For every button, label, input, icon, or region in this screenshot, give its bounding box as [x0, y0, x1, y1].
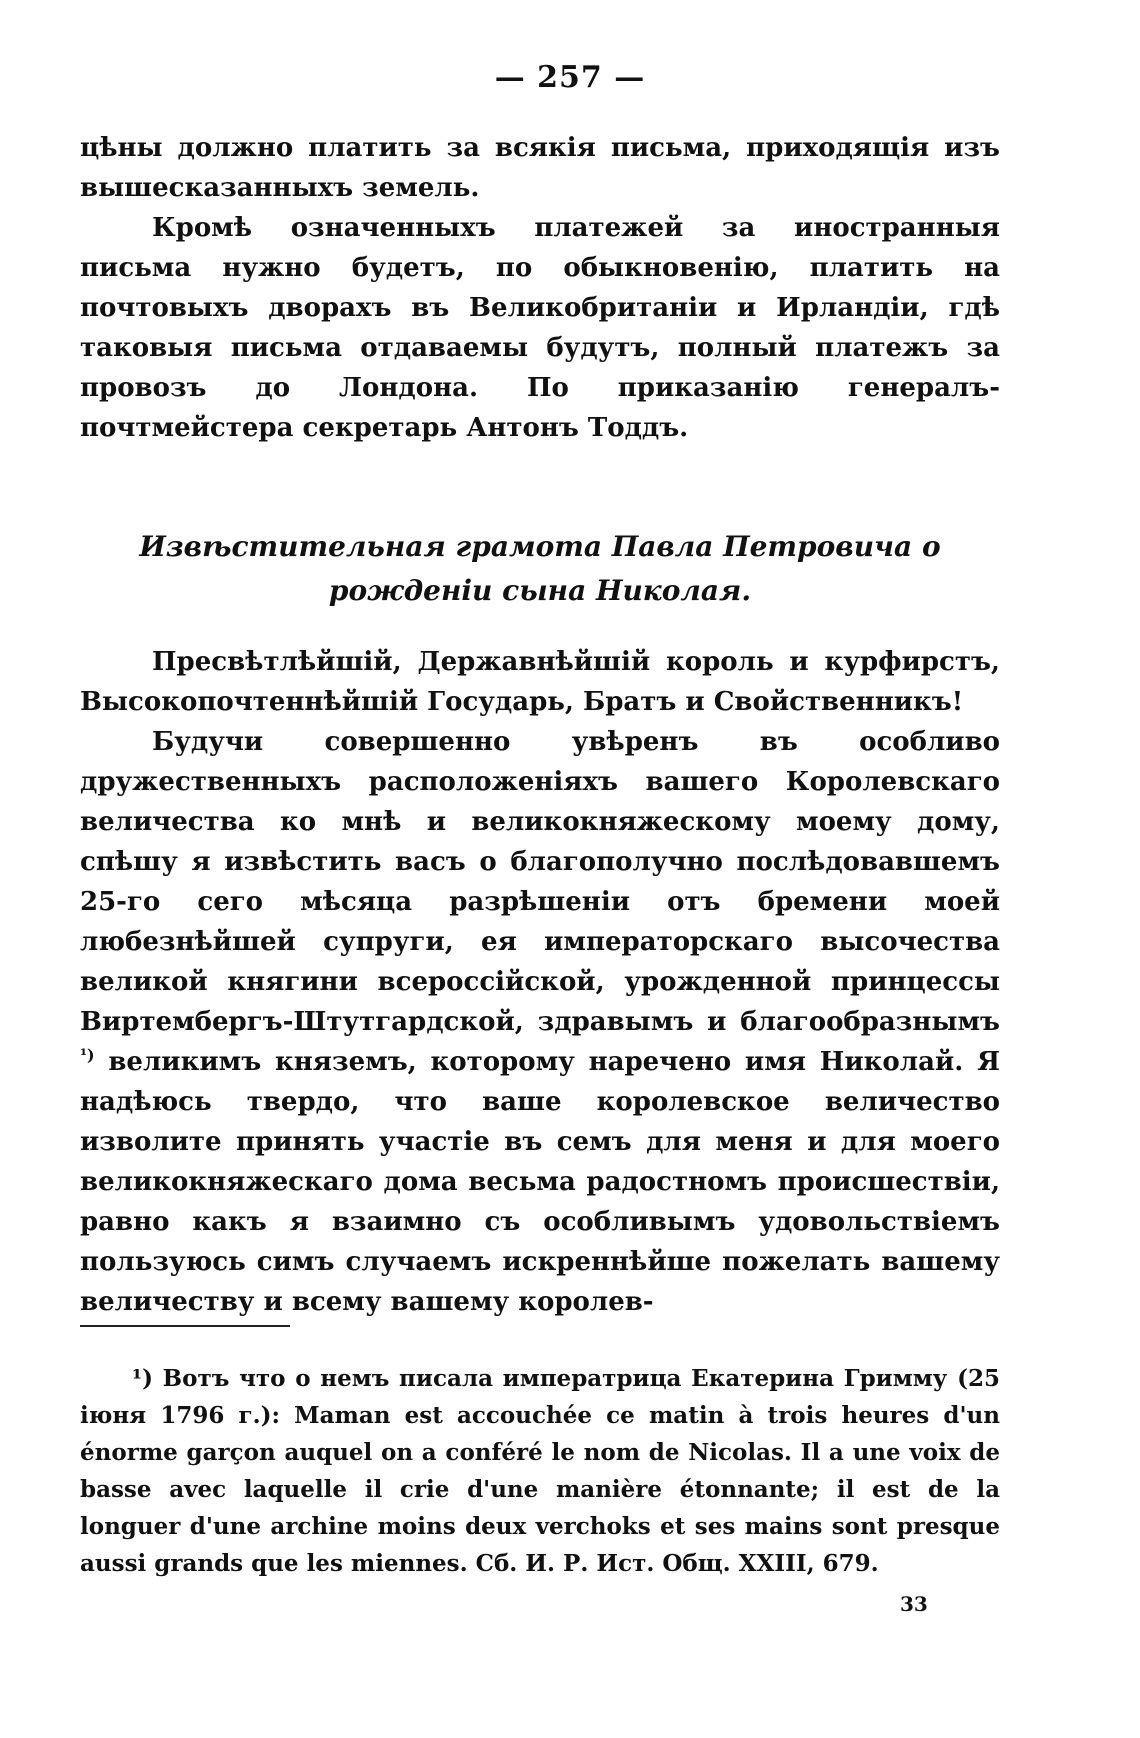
letter-text-part-2: великимъ княземъ, которому наречено имя Николай. Я надѣюсь твердо, что ваше королевское величество изволите принять участіе въ семъ для меня и для моего великокняжескаго дома весьма радостномъ происшествіи, равно какъ я взаимно съ особливымъ удовольствіемъ пользуюсь симъ случаемъ искреннѣйше пожелать вашему величеству и всему вашему королев- — [80, 1047, 1000, 1317]
letter-text-part-1: Будучи совершенно увѣренъ въ особливо дружественныхъ расположеніяхъ вашего Королевскаго величества ко мнѣ и великокняжескому моему дому, спѣшу я извѣстить васъ о благополучно послѣдовавшемъ 25-го сего мѣсяца разрѣшеніи отъ бремени моей любезнѣйшей супруги, ея императорскаго высочества великой княгини всероссійской, урожденной принцессы Виртембергъ-Штутгардской, здравымъ и благообразнымъ — [80, 727, 1000, 1037]
footnote-reference: ¹) — [80, 1045, 95, 1065]
paragraph-continuation: цѣны должно платить за всякія письма, приходящія изъ вышесказанныхъ земель. — [80, 133, 1000, 203]
footnote-divider — [80, 1325, 290, 1327]
footnote-marker: ¹) — [132, 1365, 153, 1392]
preceding-text-block — [80, 128, 1000, 448]
footnote — [80, 1360, 1000, 1582]
letter-main-paragraph — [80, 722, 1000, 1322]
footnote-paragraph — [80, 1360, 1000, 1582]
footnote-text: Вотъ что о немъ писала императрица Екатерина Гримму (25 іюня 1796 г.): Maman est accouchée ce matin à trois heures d'un énorme garçon auquel on a conféré le nom de Nicolas. Il a une voix de basse avec laquelle il crie d'une manière étonnante; il est de la longuer d'une archine moins deux verchoks et ses mains sont presque aussi grands que les miennes. Сб. И. Р. Ист. Общ. XXIII, 679. — [80, 1365, 1000, 1577]
document-title: Извѣстительная грамота Павла Петровича о рожденіи сына Николая. — [139, 530, 941, 607]
letter-body — [80, 642, 1000, 1322]
paragraph-postal-payments: Кромѣ означенныхъ платежей за иностранныя письма нужно будетъ, по обыкновенію, платить на почтовыхъ дворахъ въ Великобританіи и Ирландіи, гдѣ таковыя письма отдаваемы будутъ, полный платежъ за провозъ до Лондона. По приказанію генералъ-почтмейстера секретарь Антонъ Тоддъ. — [80, 213, 1000, 443]
letter-salutation: Пресвѣтлѣйшій, Державнѣйшій король и курфирстъ, Высокопочтеннѣйшій Государь, Братъ и Свойственникъ! — [80, 647, 1000, 717]
signature-mark: 33 — [900, 1592, 928, 1616]
page-number-header: — 257 — — [494, 60, 646, 95]
